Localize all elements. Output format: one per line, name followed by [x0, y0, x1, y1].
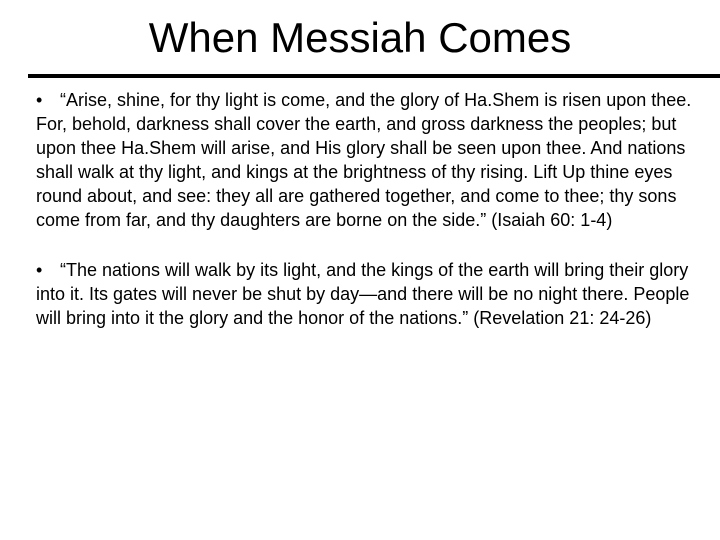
bullet-text-revelation: “The nations will walk by its light, and the kings of the earth will bring their glory into it. Its gates will never be shut by day—and there will be no night there. People will bring into it the glory and the honor of the nations.” (Revelation 21: 24-26): [36, 260, 690, 328]
bullet-item-revelation: [36, 258, 704, 330]
bullet-text-isaiah: “Arise, shine, for thy light is come, and the glory of Ha.Shem is risen upon thee. For, behold, darkness shall cover the earth, and gross darkness the peoples; but upon thee Ha.Shem will arise, and His glory shall be seen upon thee. And nations shall walk at thy light, and kings at the brightness of thy rising. Lift Up thine eyes round about, and see: they all are gathered together, and come to thee; thy sons come from far, and thy daughters are borne on the side.” (Isaiah 60: 1-4): [36, 90, 692, 230]
bullet-marker: •: [36, 260, 43, 280]
slide-title: When Messiah Comes: [148, 14, 572, 61]
bullet-marker: •: [36, 90, 43, 110]
title-divider: [28, 74, 720, 78]
bullet-list: [36, 88, 704, 356]
bullet-item-isaiah: [36, 88, 704, 232]
